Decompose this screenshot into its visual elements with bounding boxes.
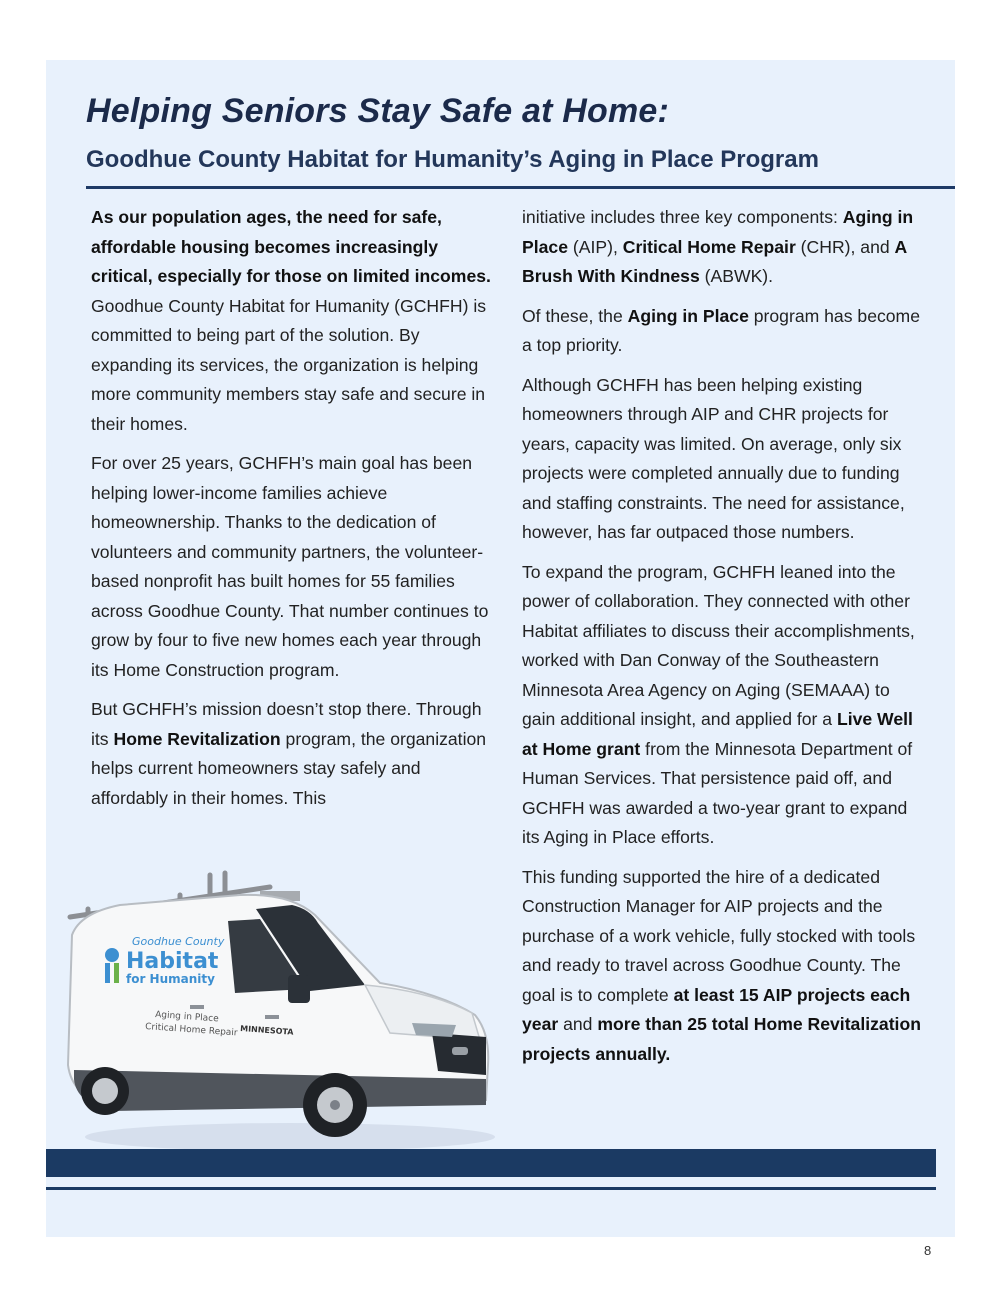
page-title: Helping Seniors Stay Safe at Home: <box>86 92 670 130</box>
right-p4-c: from the Minnesota Department of Human Services. That persistence paid off, and GCHFH was awarded a two-year grant to expand its Aging in Place efforts. <box>522 738 913 847</box>
right-column <box>522 203 922 1079</box>
right-p4-a: To expand the program, GCHFH leaned into the power of collaboration. They connected with other Habitat affiliates to discuss their accomplishments, worked with Dan Conway of the Southeastern Minnesota Area Agency on Aging (SEMAAA) to gain additional insight, and applied for a <box>522 561 915 729</box>
lead-bold-text: As our population ages, the need for safe, affordable housing becomes increasingly critical, especially for those on limited incomes. <box>91 207 491 286</box>
right-p1-c: (AIP), <box>567 236 623 257</box>
footer-band <box>46 1149 936 1177</box>
right-paragraph-5 <box>522 863 922 1070</box>
chr-bold: Critical Home Repair <box>622 236 796 257</box>
right-p2-c: program has become a top priority. <box>522 305 920 355</box>
right-paragraph-3: Although GCHFH has been helping existing homeowners through AIP and CHR projects for years, capacity was limited. On average, only six projects were completed annually due to funding and staffing constraints. The need for assistance, however, has far outpaced those numbers. <box>522 374 905 542</box>
van-logo-line1: Goodhue County <box>132 935 225 948</box>
left-paragraph-2: For over 25 years, GCHFH’s main goal has been helping lower-income families achieve homeownership. Thanks to the dedication of volunteers and community partners, the volunteer-based nonprofit has built homes for 55 families across Goodhue County. That number continues to grow by four to five new homes each year through its Home Construction program. <box>91 453 489 680</box>
right-p5-c: and <box>558 1014 598 1034</box>
van-side-text2: Critical Home Repair <box>144 1022 238 1039</box>
right-paragraph-2 <box>522 302 922 361</box>
right-paragraph-4 <box>522 558 922 853</box>
left-paragraph-1 <box>91 203 491 439</box>
footer-divider <box>46 1187 936 1190</box>
left-p1-text: Goodhue County Habitat for Humanity (GCHFH) is committed to being part of the solution. By expanding its services, the organization is helping more community members stay safe and secure in their homes. <box>91 295 487 434</box>
right-p5-a: This funding supported the hire of a dedicated Construction Manager for AIP projects and the purchase of a work vehicle, fully stocked with tools and ready to travel across Goodhue County. The goal is to complete <box>522 866 916 1005</box>
van-logo-line2: Habitat <box>126 949 219 974</box>
right-p1-g: (ABWK). <box>699 266 774 286</box>
grant-bold: Live Well at Home grant <box>522 709 913 759</box>
left-p3-text-c: program, the organization helps current homeowners stay safely and affordably in their homes. This <box>91 728 487 808</box>
aging-in-place-bold: Aging in Place <box>627 305 749 326</box>
van-logo-line3: for Humanity <box>126 972 215 986</box>
goal-15-bold: at least 15 AIP projects each year <box>522 984 911 1034</box>
van-side-text1: Aging in Place <box>154 1010 219 1025</box>
aip-bold: Aging in Place <box>522 207 914 257</box>
left-paragraph-3 <box>91 695 491 813</box>
right-p1-a: initiative includes three key components: <box>522 207 843 227</box>
left-column <box>91 203 491 823</box>
goal-25-bold: more than 25 total Home Revitalization projects annually. <box>522 1014 921 1064</box>
home-revitalization-bold: Home Revitalization <box>113 728 281 749</box>
header-divider <box>86 186 955 189</box>
right-p1-e: (CHR), and <box>795 236 895 257</box>
abwk-bold: A Brush With Kindness <box>522 236 907 286</box>
right-p2-a: Of these, the <box>522 305 628 326</box>
right-paragraph-1 <box>522 203 922 292</box>
habitat-van-image <box>60 865 500 1155</box>
left-p3-text-a: But GCHFH’s mission doesn’t stop there. Through its <box>91 699 482 749</box>
page-subtitle: Goodhue County Habitat for Humanity’s Aging in Place Program <box>86 146 819 173</box>
page-number: 8 <box>924 1243 932 1258</box>
van-partner-text: MINNESOTA <box>239 1024 294 1037</box>
